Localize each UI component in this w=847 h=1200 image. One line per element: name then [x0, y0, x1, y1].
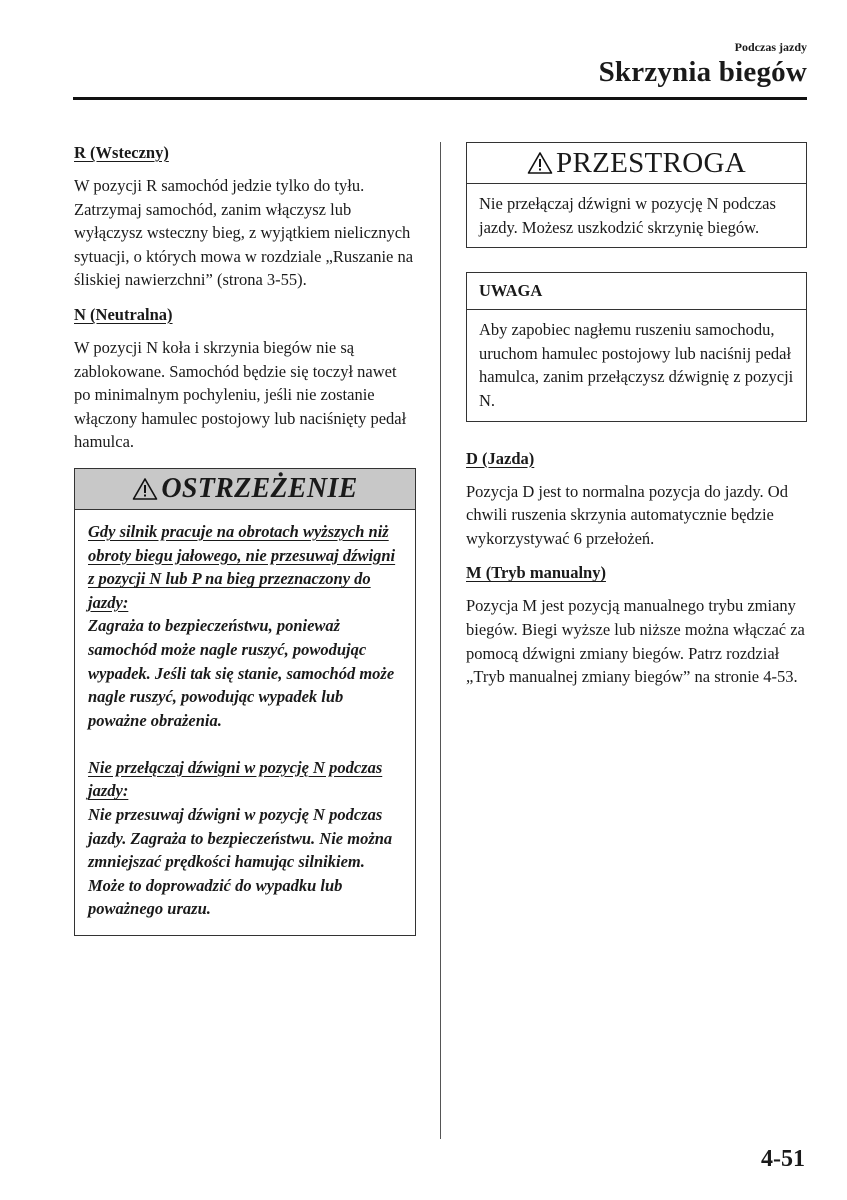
- n-heading: N (Neutralna): [74, 304, 173, 324]
- warning-p1-heading: Gdy silnik pracuje na obrotach wyższych niż obroty biegu jałowego, nie przesuwaj dźwigni z pozycji N lub P na bieg przeznaczony do jazdy:: [88, 521, 396, 612]
- right-column: [466, 142, 807, 701]
- r-heading: R (Wsteczny): [74, 143, 169, 162]
- warning-body: [75, 510, 415, 935]
- warning-triangle-icon: [132, 477, 158, 501]
- warning-p1-text: Zagraża to bezpieczeństwu, ponieważ samochód może nagle ruszyć, powodując wypadek. Jeśli tak się stanie, samochód może nagle ruszyć, powodując wypadek lub poważne obrażenia.: [88, 616, 395, 730]
- warning-gap: [88, 732, 401, 756]
- warning-title: OSTRZEŻENIE: [161, 472, 358, 504]
- caution-box: [466, 142, 807, 248]
- warning-p2-heading: Nie przełączaj dźwigni w pozycję N podczas jazdy:: [88, 757, 383, 801]
- d-heading: D (Jazda): [466, 448, 535, 468]
- page-title: Skrzynia biegów: [598, 56, 807, 88]
- n-text: W pozycji N koła i skrzynia biegów nie są zablokowane. Samochód będzie się toczył nawet po minimalnym pochyleniu, jeśli nie zostanie włączony hamulec postojowy lub naciśnięty pedał hamulca.: [74, 337, 407, 452]
- note-box: [466, 272, 807, 421]
- r-text: W pozycji R samochód jedzie tylko do tyłu. Zatrzymaj samochód, zanim włączysz lub wyłączysz wsteczny bieg, z wyjątkiem nielicznych sytuacji, o których mowa w rozdziale „Ruszanie na śliskiej nawierzchni” (strona 3-55).: [74, 176, 414, 290]
- warning-p2-text: Nie przesuwaj dźwigni w pozycję N podczas jazdy. Zagraża to bezpieczeństwu. Nie można zmniejszać prędkości hamując silnikiem. Może to doprowadzić do wypadku lub poważnego urazu.: [88, 805, 393, 919]
- caution-header: [467, 143, 806, 184]
- m-heading: M (Tryb manualny): [466, 563, 606, 583]
- m-text: Pozycja M jest pozycją manualnego trybu zmiany biegów. Biegi wyższe lub niższe można włączać za pomocą dźwigni zmiany biegów. Patrz rozdział „Tryb manualnej zmiany biegów” na stronie 4-53.: [466, 596, 805, 687]
- d-text: Pozycja D jest to normalna pozycja do jazdy. Od chwili ruszenia skrzynia automatycznie będzie wykorzystywać 6 przełożeń.: [466, 481, 788, 548]
- note-title: UWAGA: [479, 281, 543, 301]
- caution-text: Nie przełączaj dźwigni w pozycję N podczas jazdy. Możesz uszkodzić skrzynię biegów.: [479, 194, 776, 237]
- header-section-label: Podczas jazdy: [734, 40, 807, 54]
- note-header: [467, 273, 806, 310]
- caution-title: PRZESTROGA: [556, 146, 746, 179]
- warning-box: [74, 468, 416, 936]
- warning-header: [75, 469, 415, 510]
- page-number: 4-51: [761, 1146, 805, 1172]
- warning-triangle-icon: [527, 151, 553, 175]
- left-column: [74, 142, 416, 936]
- header-rule: [73, 97, 807, 100]
- column-divider: [440, 142, 441, 1139]
- note-text: Aby zapobiec nagłemu ruszeniu samochodu, uruchom hamulec postojowy lub naciśnij pedał hamulca, zanim przełączysz dźwignię z pozycji N.: [479, 320, 794, 410]
